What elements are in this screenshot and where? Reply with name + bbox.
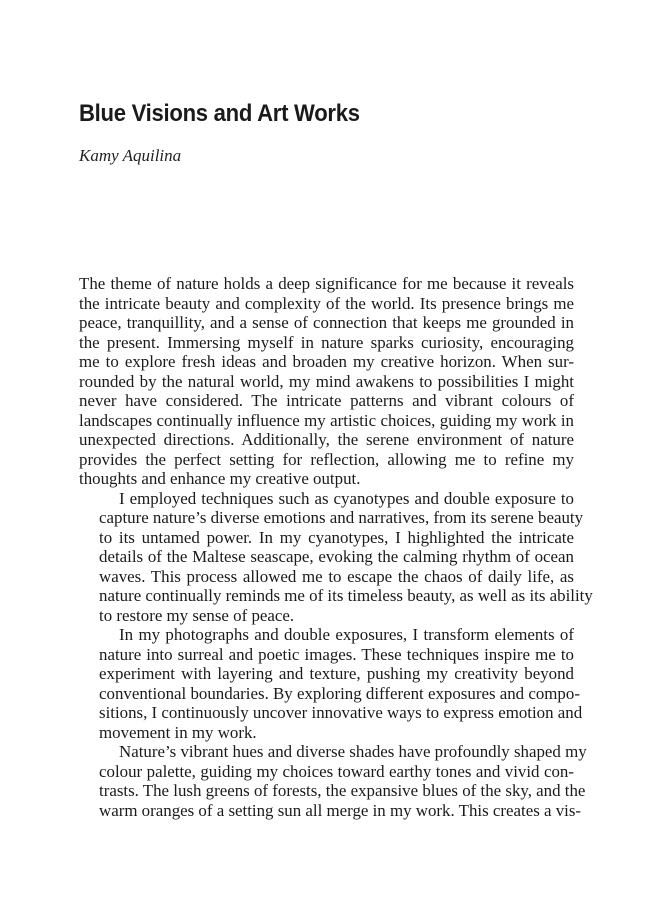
article-author: Kamy Aquilina (79, 146, 182, 165)
text-line: to restore my sense of peace. (99, 605, 295, 625)
text-line: movement in my work. (99, 722, 257, 742)
text-line: landscapes continually influence my artistic choices, guiding my work in (79, 410, 574, 430)
text-line: nature into surreal and poetic images. These techniques inspire me to (99, 644, 574, 664)
text-line: conventional boundaries. By exploring different exposures and compo- (99, 683, 580, 703)
text-line: the intricate beauty and complexity of the world. Its presence brings me (79, 293, 574, 313)
paragraph-2 (79, 488, 593, 626)
text-line: sitions, I continuously uncover innovative ways to express emotion and (99, 703, 583, 722)
text-line: trasts. The lush greens of forests, the expansive blues of the sky, and the (99, 781, 586, 800)
text-line: peace, tranquillity, and a sense of connection that keeps me grounded in (79, 313, 574, 332)
text-line: provides the perfect setting for reflection, allowing me to refine my (79, 449, 574, 469)
text-line: warm oranges of a setting sun all merge in my work. This creates a vis- (99, 800, 582, 820)
text-line: I employed techniques such as cyanotypes and double exposure to (119, 488, 574, 508)
text-line: experiment with layering and texture, pushing my creativity beyond (99, 664, 574, 683)
article-title: Blue Visions and Art Works (79, 100, 360, 127)
text-line: nature continually reminds me of its timeless beauty, as well as its ability (99, 586, 593, 605)
paragraph-4 (79, 742, 587, 820)
text-line: Nature’s vibrant hues and diverse shades have profoundly shaped my (119, 742, 587, 761)
text-line: The theme of nature holds a deep significance for me because it reveals (79, 274, 574, 293)
text-line: never have considered. The intricate patterns and vibrant colours of (79, 391, 574, 410)
text-line: the present. Immersing myself in nature sparks curiosity, encouraging (79, 332, 574, 352)
text-line: unexpected directions. Additionally, the serene environment of nature (79, 430, 574, 449)
text-line: rounded by the natural world, my mind awakens to possibilities I might (79, 371, 574, 391)
paragraph-3 (79, 625, 583, 742)
text-line: capture nature’s diverse emotions and narratives, from its serene beauty (99, 508, 584, 527)
article-body (79, 274, 593, 820)
text-line: me to explore fresh ideas and broaden my creative horizon. When sur- (79, 352, 574, 371)
text-line: waves. This process allowed me to escape the chaos of daily life, as (99, 566, 574, 586)
text-line: thoughts and enhance my creative output. (79, 469, 361, 488)
paragraph-1 (79, 274, 574, 489)
text-line: colour palette, guiding my choices toward earthy tones and vivid con- (99, 761, 574, 781)
text-line: to its untamed power. In my cyanotypes, I highlighted the intricate (99, 527, 574, 547)
text-line: In my photographs and double exposures, I transform elements of (119, 625, 574, 644)
text-line: details of the Maltese seascape, evoking the calming rhythm of ocean (99, 547, 574, 566)
